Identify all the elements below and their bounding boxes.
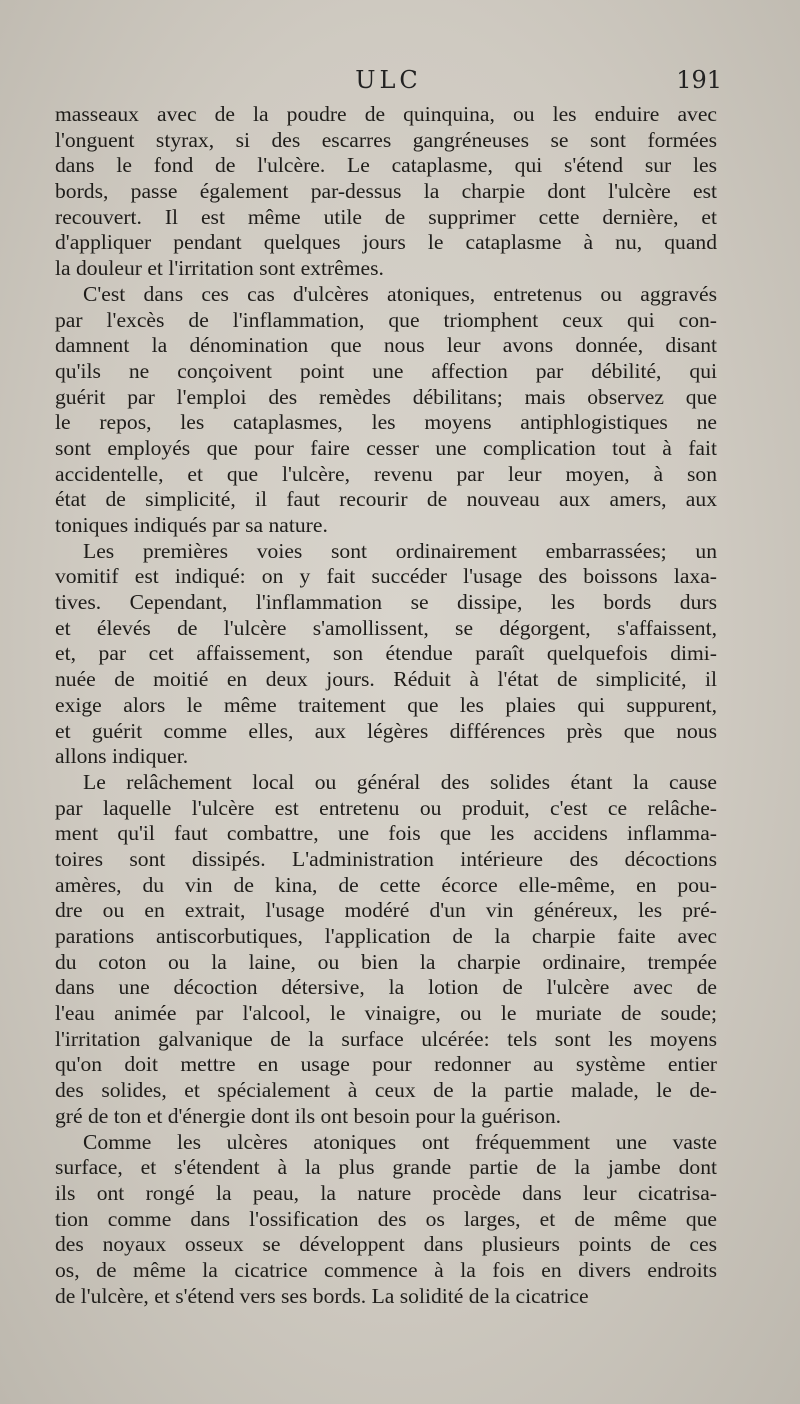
text-line: le repos, les cataplasmes, les moyens antiphlogistiques ne	[55, 410, 717, 435]
text-line: masseaux avec de la poudre de quinquina, ou les enduire avec	[55, 102, 717, 126]
text-line: vomitif est indiqué: on y fait succéder l'usage des boissons laxa-	[55, 564, 717, 589]
body-text	[55, 102, 717, 1309]
text-line: bords, passe également par-dessus la charpie dont l'ulcère est	[55, 179, 717, 204]
text-line: recouvert. Il est même utile de supprimer cette dernière, et	[55, 204, 717, 229]
text-line: d'appliquer pendant quelques jours le cataplasme à nu, quand	[55, 230, 717, 255]
text-line: dre ou en extrait, l'usage modéré d'un vin généreux, les pré-	[55, 898, 717, 923]
text-line: la douleur et l'irritation sont extrêmes.	[55, 256, 384, 281]
text-line: et, par cet affaissement, son étendue paraît quelquefois dimi-	[55, 641, 717, 666]
text-line: ment qu'il faut combattre, une fois que les accidens inflamma-	[55, 821, 717, 846]
text-line: parations antiscorbutiques, l'application de la charpie faite avec	[55, 924, 717, 948]
text-line: par laquelle l'ulcère est entretenu ou produit, c'est ce relâche-	[55, 795, 717, 820]
text-line: Le relâchement local ou général des solides étant la cause	[83, 769, 717, 794]
text-line: ils ont rongé la peau, la nature procède dans leur cicatrisa-	[55, 1180, 717, 1205]
text-line: dans une décoction détersive, la lotion de l'ulcère avec de	[55, 975, 717, 1000]
text-line: accidentelle, et que l'ulcère, revenu par leur moyen, à son	[55, 461, 717, 486]
text-line: l'irritation galvanique de la surface ulcérée: tels sont les moyens	[55, 1026, 717, 1051]
text-line: du coton ou la laine, ou bien la charpie ordinaire, trempée	[55, 949, 717, 974]
text-line: exige alors le même traitement que les plaies qui suppurent,	[55, 692, 717, 717]
text-line: l'onguent styrax, si des escarres gangréneuses se sont formées	[55, 127, 717, 152]
text-line: guérit par l'emploi des remèdes débilitans; mais observez que	[55, 384, 717, 409]
text-line: surface, et s'étendent à la plus grande partie de la jambe dont	[55, 1155, 717, 1180]
text-line: état de simplicité, il faut recourir de nouveau aux amers, aux	[55, 487, 717, 512]
text-line: et élevés de l'ulcère s'amollissent, se dégorgent, s'affaissent,	[55, 615, 717, 640]
text-line: des noyaux osseux se développent dans plusieurs points de ces	[55, 1232, 717, 1257]
text-line: qu'ils ne conçoivent point une affection par débilité, qui	[55, 358, 717, 383]
text-line: l'eau animée par l'alcool, le vinaigre, ou le muriate de soude;	[55, 1001, 717, 1026]
page-number: 191	[676, 66, 722, 94]
text-line: toires sont dissipés. L'administration intérieure des décoctions	[55, 846, 717, 871]
text-line: allons indiquer.	[55, 744, 189, 769]
text-line: et guérit comme elles, aux légères différences près que nous	[55, 718, 717, 743]
text-line: toniques indiqués par sa nature.	[55, 513, 328, 537]
text-line: tives. Cependant, l'inflammation se dissipe, les bords durs	[55, 590, 717, 615]
text-line: nuée de moitié en deux jours. Réduit à l'état de simplicité, il	[55, 667, 717, 692]
text-line: tion comme dans l'ossification des os larges, et de même que	[55, 1206, 717, 1231]
text-line: sont employés que pour faire cesser une complication tout à fait	[55, 435, 717, 460]
running-head: ULC	[355, 66, 422, 94]
page-header	[55, 66, 722, 102]
text-line: par l'excès de l'inflammation, que triomphent ceux qui con-	[55, 307, 717, 332]
text-line: des solides, et spécialement à ceux de la partie malade, le de-	[55, 1078, 717, 1103]
text-line: amères, du vin de kina, de cette écorce elle-même, en pou-	[55, 872, 717, 897]
text-line: os, de même la cicatrice commence à la fois en divers endroits	[55, 1257, 717, 1282]
text-line: dans le fond de l'ulcère. Le cataplasme, qui s'étend sur les	[55, 153, 717, 178]
text-line: C'est dans ces cas d'ulcères atoniques, entretenus ou aggravés	[83, 281, 717, 306]
text-line: gré de ton et d'énergie dont ils ont besoin pour la guérison.	[55, 1103, 562, 1128]
text-line: de l'ulcère, et s'étend vers ses bords. La solidité de la cicatrice	[55, 1283, 589, 1308]
text-line: Comme les ulcères atoniques ont fréquemment une vaste	[83, 1129, 717, 1154]
text-line: Les premières voies sont ordinairement embarrassées; un	[83, 538, 717, 563]
text-line: qu'on doit mettre en usage pour redonner au système entier	[55, 1052, 717, 1077]
text-line: damnent la dénomination que nous leur avons donnée, disant	[55, 333, 717, 358]
